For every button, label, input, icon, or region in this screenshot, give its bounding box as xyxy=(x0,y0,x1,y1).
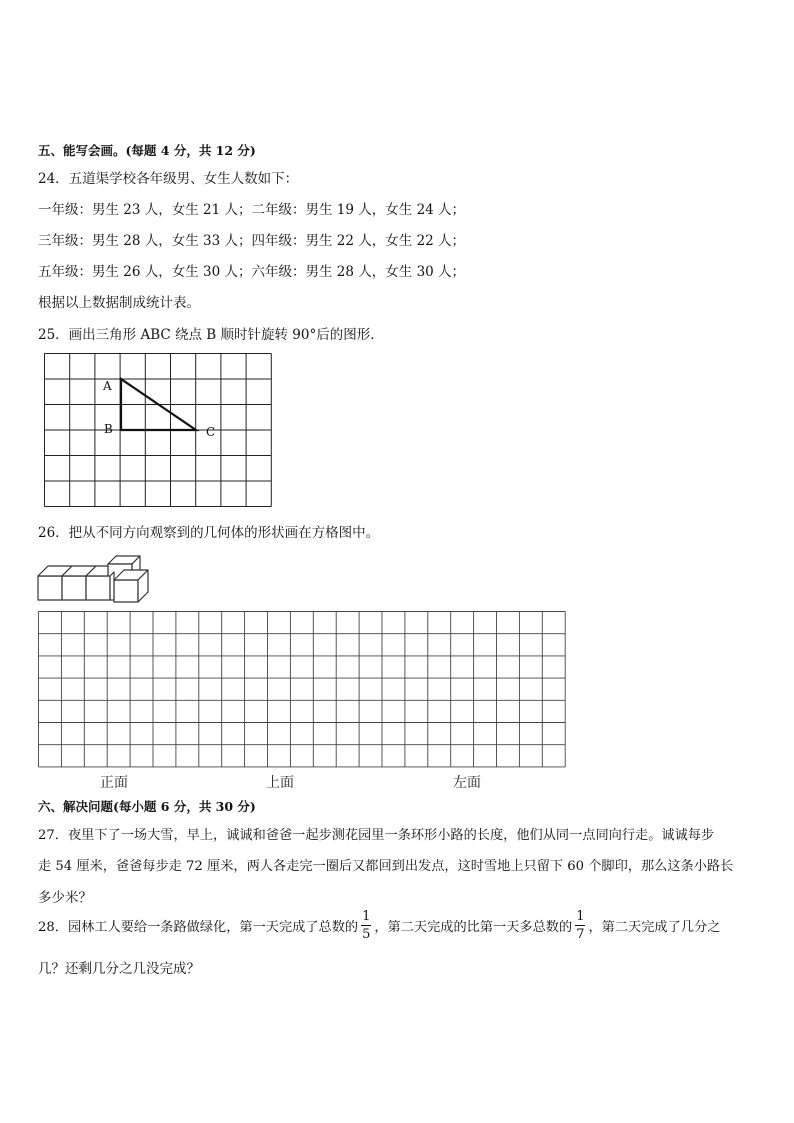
q24-row-2: 三年级：男生 28 人，女生 33 人；四年级：男生 22 人，女生 22 人； xyxy=(38,233,466,249)
top-view-label: 上面 xyxy=(266,775,294,791)
q28-line-1 xyxy=(38,910,720,941)
cube-solid-figure xyxy=(36,546,156,604)
q27-line-2: 走 54 厘米，爸爸每步走 72 厘米，两人各走完一圈后又都回到出发点，这时雪地上只留下 60 个脚印，那么这条小路长 xyxy=(38,859,734,874)
fraction-one-fifth xyxy=(361,910,371,941)
q28-text-part-2: ，第二天完成的比第一天多总数的 xyxy=(374,920,573,935)
q24-row-3: 五年级：男生 26 人，女生 30 人；六年级：男生 28 人，女生 30 人； xyxy=(38,264,466,280)
left-view-label: 左面 xyxy=(453,775,481,791)
point-a-label: A xyxy=(103,379,112,393)
q24-instruction: 根据以上数据制成统计表。 xyxy=(38,295,200,311)
q26-grid xyxy=(38,611,570,769)
fraction-1-numerator: 1 xyxy=(362,909,371,924)
q25-grid xyxy=(44,353,274,509)
fraction-2-denominator: 7 xyxy=(576,927,585,942)
q27-line-1: 27．夜里下了一场大雪，早上，诚诚和爸爸一起步测花园里一条环形小路的长度，他们从同一点同向行走。诚诚每步 xyxy=(38,828,715,843)
fraction-one-seventh xyxy=(575,910,585,941)
q28-line-2: 几？还剩几分之几没完成？ xyxy=(38,961,200,977)
point-c-label: C xyxy=(206,425,216,439)
q24-intro: 24．五道渠学校各年级男、女生人数如下： xyxy=(38,171,299,187)
fraction-2-numerator: 1 xyxy=(576,909,585,924)
q28-text-part-3: ，第二天完成了几分之 xyxy=(588,920,721,935)
q24-row-1: 一年级：男生 23 人，女生 21 人；二年级：男生 19 人，女生 24 人； xyxy=(38,202,466,218)
section-5-title: 五、能写会画。(每题 4 分，共 12 分) xyxy=(38,143,256,158)
front-view-label: 正面 xyxy=(100,775,128,791)
q25-text: 25．画出三角形 ABC 绕点 B 顺时针旋转 90°后的图形． xyxy=(38,327,384,343)
q26-text: 26．把从不同方向观察到的几何体的形状画在方格图中。 xyxy=(38,525,380,541)
fraction-1-denominator: 5 xyxy=(362,927,371,942)
q27-line-3: 多少米？ xyxy=(38,890,92,906)
section-6-title: 六、解决问题(每小题 6 分，共 30 分) xyxy=(38,799,256,814)
q28-text-part-1: 28．园林工人要给一条路做绿化，第一天完成了总数的 xyxy=(38,920,359,935)
point-b-label: B xyxy=(104,422,113,436)
